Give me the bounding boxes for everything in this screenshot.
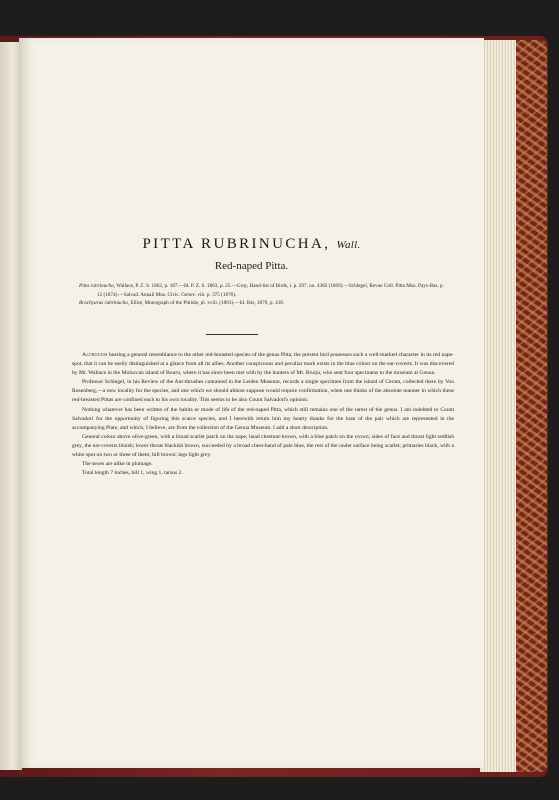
paragraph: Total length 7 inches, bill 1, wing 1, tarsus 2. [82,470,183,477]
article-body [72,351,454,478]
common-name: Red-naped Pitta. [214,260,289,272]
page-stack-edge [480,40,516,772]
opening-word: Although [82,352,108,358]
page-title [19,236,484,253]
paragraph [72,351,454,378]
reference-entry [79,282,447,299]
section-divider [206,334,258,335]
book-page [19,38,484,768]
marbled-cover-edge [515,40,547,772]
paragraph: The sexes are alike in plumage. [82,461,153,468]
paragraph: General colour above olive-green, with a broad scarlet patch on the nape; head chestnut-brown, with a blue patch on the crown; sides of face and throat light reddish grey, the ear-coverts bluish; lower throat blackish brown, succeeded by a broad chest-band of pale blue, the rest of the under surface being scarlet; primaries black, with a white spot on two or three of them; bill brown; legs light grey. [72,433,454,459]
paragraph: Professor Schlegel, in his Review of the Ant-thrushes contained in the Leiden Museum, records a single specimen from the island of Ceram, collected there by Von Rosenberg,—a new locality for the species, and one which we should almost suppose would require confirmation, when one thinks of the absolute manner in which these red-breasted Pittas are confined each to his own locality. This seems to be also Count Salvadori's opinion. [72,379,454,404]
synonymy-references [79,282,447,308]
reference-name: Brachyurus rubrinucha, [79,300,130,307]
reference-entry [79,299,447,308]
paragraph-text: bearing a general resemblance to the other red-breasted species of the genus Pitta, the present bird possesses such a well-marked character in its red nape-spot, that it can be easily distinguished at a glance from all its allies. Another conspicuous and peculiar mark exists in the blue colour on the ear-coverts. It was discovered by Mr. Wallace in the Moluccan island of Bouru, where it has since been met with by the hunters of Mr. Bruijn, who sent four specimens to the museum at Genoa. [72,352,454,377]
species-author: Wall. [336,239,361,251]
reference-text: Elliot, Monograph of the Pittidæ, pl. xviii. (1863).—Id. Ibis, 1870, p. 418. [130,300,285,307]
reference-text: Wallace, P. Z. S. 1862, p. 187.—Id. P. Z. S. 1863, p. 25.—Gray, Hand-list of Birds, i. p. 297. no. 4382 (1869).—Schlegel, Revue Coll. Pitta Mus. Pays-Bas, p. 12 (1874).—Salvad. Annali Mus. Civic. Genov. viii. p. 375 (1876). [97,283,444,298]
species-name: PITTA RUBRINUCHA, [142,236,331,252]
reference-name: Pitta rubrinucha, [79,283,116,289]
paragraph: Nothing whatever has been written of the habits or mode of life of the red-naped Pitta, which still remains one of the rarest of the genus. I am indebted to Count Salvadori for the opportunity of figuring this scarce species, and I herewith return him my hearty thanks for the loan of the pair which are represented in the accompanying Plate, and which, I believe, are from the collection of the Genoa Museum. I add a short description. [72,406,454,431]
